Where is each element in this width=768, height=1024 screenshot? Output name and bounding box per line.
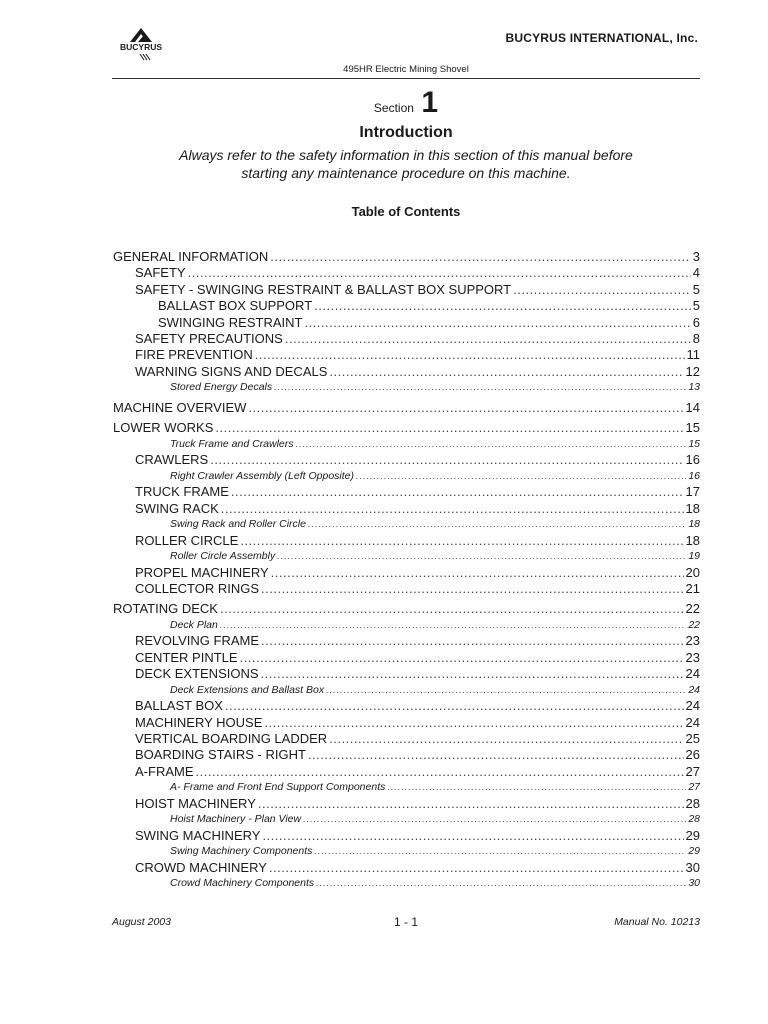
toc-entry[interactable] — [113, 875, 700, 892]
intro-line: starting any maintenance procedure on this machine. — [241, 165, 571, 181]
toc-entry-title: MACHINERY HOUSE — [135, 714, 263, 730]
svg-text:BUCYRUS: BUCYRUS — [119, 42, 163, 52]
toc-entry[interactable] — [113, 399, 700, 416]
toc-entry[interactable] — [113, 746, 700, 763]
toc-leader-dots — [225, 697, 684, 714]
toc-entry-title: BOARDING STAIRS - RIGHT — [135, 747, 306, 763]
toc-entry-page: 24 — [685, 698, 700, 714]
section-title: Introduction — [359, 124, 453, 141]
toc-leader-dots — [261, 580, 684, 597]
toc-entry[interactable] — [113, 483, 700, 500]
toc-entry-page: 28 — [688, 813, 700, 826]
toc-entry-page: 25 — [685, 731, 700, 746]
toc-leader-dots — [196, 763, 684, 780]
toc-entry-page: 29 — [688, 845, 700, 858]
toc-entry-page: 3 — [692, 249, 700, 264]
toc-entry-title: Hoist Machinery - Plan View — [170, 813, 302, 826]
toc-entry-title: CROWD MACHINERY — [135, 859, 267, 875]
toc-entry[interactable] — [113, 843, 700, 860]
toc-entry[interactable] — [113, 795, 700, 812]
toc-entry-page: 29 — [685, 827, 700, 843]
toc-entry[interactable] — [113, 281, 700, 298]
intro-text — [150, 146, 662, 182]
toc-leader-dots — [240, 532, 683, 549]
toc-leader-dots — [261, 632, 684, 649]
toc-leader-dots — [240, 649, 684, 666]
toc-entry[interactable] — [113, 763, 700, 780]
toc-entry[interactable] — [113, 649, 700, 666]
toc-leader-dots — [271, 564, 684, 581]
toc-leader-dots — [308, 516, 686, 533]
toc-leader-dots — [329, 730, 683, 747]
toc-entry-title: SAFETY — [135, 265, 186, 281]
toc-leader-dots — [316, 875, 686, 892]
toc-entry-page: 24 — [685, 666, 700, 682]
toc-leader-dots — [314, 297, 691, 314]
toc-entry-page: 15 — [688, 437, 700, 450]
toc-entry-title: Deck Plan — [170, 618, 218, 631]
toc-entry[interactable] — [113, 600, 700, 617]
toc-entry[interactable] — [113, 779, 700, 796]
toc-entry-title: WARNING SIGNS AND DECALS — [135, 363, 328, 379]
toc-leader-dots — [220, 617, 686, 634]
toc-entry[interactable] — [113, 714, 700, 731]
toc-entry-page: 11 — [686, 347, 700, 363]
toc-entry-page: 15 — [685, 420, 700, 436]
toc-entry-title: LOWER WORKS — [113, 420, 214, 436]
toc-entry-title: Deck Extensions and Ballast Box — [170, 683, 325, 696]
toc-leader-dots — [269, 859, 684, 876]
footer-page-number: 1 - 1 — [393, 915, 418, 929]
toc-leader-dots — [387, 779, 686, 796]
toc-leader-dots — [215, 419, 683, 436]
toc-entry-title: MACHINE OVERVIEW — [113, 399, 247, 415]
toc-leader-dots — [274, 379, 686, 396]
toc-entry-title: ROTATING DECK — [113, 601, 218, 617]
footer-date: August 2003 — [112, 916, 171, 928]
toc-entry-page: 26 — [685, 747, 700, 763]
toc-entry-title: SWINGING RESTRAINT — [158, 314, 303, 330]
toc-entry-title: BALLAST BOX — [135, 698, 223, 714]
toc-entry[interactable] — [113, 451, 700, 468]
toc-entry-title: ROLLER CIRCLE — [135, 532, 239, 548]
toc-leader-dots — [329, 363, 683, 380]
toc-entry[interactable] — [113, 580, 700, 597]
toc-leader-dots — [270, 248, 690, 265]
toc-leader-dots — [513, 281, 691, 298]
toc-leader-dots — [255, 346, 685, 363]
toc-leader-dots — [285, 330, 691, 347]
toc-entry[interactable] — [113, 468, 700, 485]
toc-title: Table of Contents — [351, 204, 461, 219]
toc-entry-title: SWING MACHINERY — [135, 827, 261, 843]
toc-entry-title: REVOLVING FRAME — [135, 633, 260, 649]
toc-entry-page: 16 — [685, 452, 700, 468]
toc-entry[interactable] — [113, 379, 700, 396]
toc-leader-dots — [304, 314, 690, 331]
toc-entry[interactable] — [113, 632, 700, 649]
header-divider — [112, 78, 700, 79]
toc-entry-page: 6 — [692, 314, 700, 330]
toc-entry-title: Right Crawler Assembly (Left Opposite) — [170, 469, 355, 482]
toc-entry[interactable] — [113, 827, 700, 844]
toc-leader-dots — [264, 714, 683, 731]
bucyrus-logo — [110, 26, 172, 66]
toc-entry-page: 14 — [685, 399, 700, 415]
section-label: Section — [373, 101, 414, 115]
toc-entry-page: 18 — [685, 500, 700, 516]
toc-entry[interactable] — [113, 548, 700, 565]
toc-entry-page: 5 — [692, 281, 700, 297]
toc-entry-page: 18 — [688, 518, 700, 530]
toc-entry[interactable] — [113, 297, 700, 314]
toc-entry-title: COLLECTOR RINGS — [135, 581, 260, 596]
toc-entry[interactable] — [113, 248, 700, 265]
toc-entry-page: 23 — [685, 649, 700, 665]
toc-entry[interactable] — [113, 532, 700, 549]
toc-entry-page: 16 — [688, 469, 700, 482]
toc-leader-dots — [258, 795, 684, 812]
toc-entry-page: 21 — [685, 581, 700, 596]
toc-leader-dots — [314, 843, 686, 860]
toc-entry-page: 17 — [685, 484, 700, 500]
toc-entry-title: Roller Circle Assembly — [170, 550, 276, 562]
toc-entry-page: 8 — [692, 331, 700, 346]
toc-entry-title: Stored Energy Decals — [170, 381, 273, 394]
toc-leader-dots — [231, 483, 684, 500]
toc-leader-dots — [188, 264, 691, 281]
toc-entry-page: 5 — [692, 298, 700, 314]
toc-entry[interactable] — [113, 516, 700, 533]
toc-leader-dots — [326, 682, 686, 699]
toc-entry-page: 27 — [688, 781, 700, 794]
toc-entry-title: A- Frame and Front End Support Components — [170, 781, 386, 794]
toc-entry[interactable] — [113, 697, 700, 714]
section-number: 1 — [421, 86, 439, 119]
toc-entry-page: 22 — [685, 601, 700, 617]
toc-entry-title: VERTICAL BOARDING LADDER — [135, 731, 328, 746]
toc-leader-dots — [220, 600, 684, 617]
toc-leader-dots — [356, 468, 686, 485]
toc-entry-page: 12 — [685, 363, 700, 379]
toc-entry-page: 24 — [685, 714, 700, 730]
company-name: BUCYRUS INTERNATIONAL, Inc. — [505, 31, 698, 45]
toc-entry-page: 28 — [685, 795, 700, 811]
toc-entry-title: Truck Frame and Crawlers — [170, 437, 294, 450]
toc-entry-title: CENTER PINTLE — [135, 649, 238, 665]
toc-entry[interactable] — [113, 436, 700, 453]
toc-entry-page: 18 — [685, 532, 700, 548]
toc-entry-title: TRUCK FRAME — [135, 484, 229, 500]
toc-entry[interactable] — [113, 314, 700, 331]
toc-leader-dots — [221, 500, 684, 517]
toc-entry[interactable] — [113, 500, 700, 517]
toc-entry-page: 23 — [685, 633, 700, 649]
toc-entry[interactable] — [113, 730, 700, 747]
toc-entry-page: 24 — [688, 683, 700, 696]
toc-entry-title: SAFETY - SWINGING RESTRAINT & BALLAST BOX SUPPORT — [135, 281, 512, 297]
toc-leader-dots — [308, 746, 684, 763]
toc-entry[interactable] — [113, 617, 700, 634]
toc-entry-page: 19 — [688, 550, 700, 562]
toc-entry[interactable] — [113, 363, 700, 380]
toc-entry[interactable] — [113, 859, 700, 876]
toc-leader-dots — [261, 665, 684, 682]
toc-entry-page: 4 — [692, 265, 700, 281]
toc-leader-dots — [303, 811, 686, 828]
intro-line: Always refer to the safety information in this section of this manual before — [179, 147, 633, 163]
toc-entry[interactable] — [113, 419, 700, 436]
toc-entry-title: BALLAST BOX SUPPORT — [158, 298, 313, 314]
toc-entry-page: 30 — [685, 859, 700, 875]
toc-entry-title: SWING RACK — [135, 500, 219, 516]
toc-entry[interactable] — [113, 564, 700, 581]
toc-entry-title: GENERAL INFORMATION — [113, 249, 269, 264]
toc-leader-dots — [210, 451, 683, 468]
toc-entry-title: SAFETY PRECAUTIONS — [135, 331, 283, 346]
section-heading — [0, 86, 768, 120]
toc-entry-title: CRAWLERS — [135, 452, 209, 468]
toc-leader-dots — [277, 548, 686, 565]
toc-entry-title: Crowd Machinery Components — [170, 877, 315, 890]
toc-entry-title: A-FRAME — [135, 763, 194, 779]
toc-entry[interactable] — [113, 665, 700, 682]
toc-entry-title: Swing Rack and Roller Circle — [170, 518, 306, 530]
toc-entry-title: FIRE PREVENTION — [135, 347, 253, 363]
toc-entry-title: HOIST MACHINERY — [135, 795, 256, 811]
footer-manual-number: Manual No. 10213 — [614, 916, 700, 928]
toc-entry[interactable] — [113, 330, 700, 347]
document-subtitle: 495HR Electric Mining Shovel — [343, 64, 469, 75]
toc-entry-page: 22 — [688, 618, 700, 631]
toc-entry-page: 30 — [688, 877, 700, 890]
toc-entry-page: 27 — [685, 763, 700, 779]
toc-entry[interactable] — [113, 346, 700, 363]
toc-leader-dots — [296, 436, 687, 453]
toc-entry-page: 20 — [685, 564, 700, 580]
toc-entry-title: DECK EXTENSIONS — [135, 666, 259, 682]
toc-entry-title: Swing Machinery Components — [170, 845, 313, 858]
toc-entry[interactable] — [113, 682, 700, 699]
toc-entry[interactable] — [113, 811, 700, 828]
toc-leader-dots — [248, 399, 683, 416]
toc-entry-page: 13 — [688, 381, 700, 394]
toc-entry-title: PROPEL MACHINERY — [135, 564, 269, 580]
toc-leader-dots — [262, 827, 683, 844]
toc-entry[interactable] — [113, 264, 700, 281]
